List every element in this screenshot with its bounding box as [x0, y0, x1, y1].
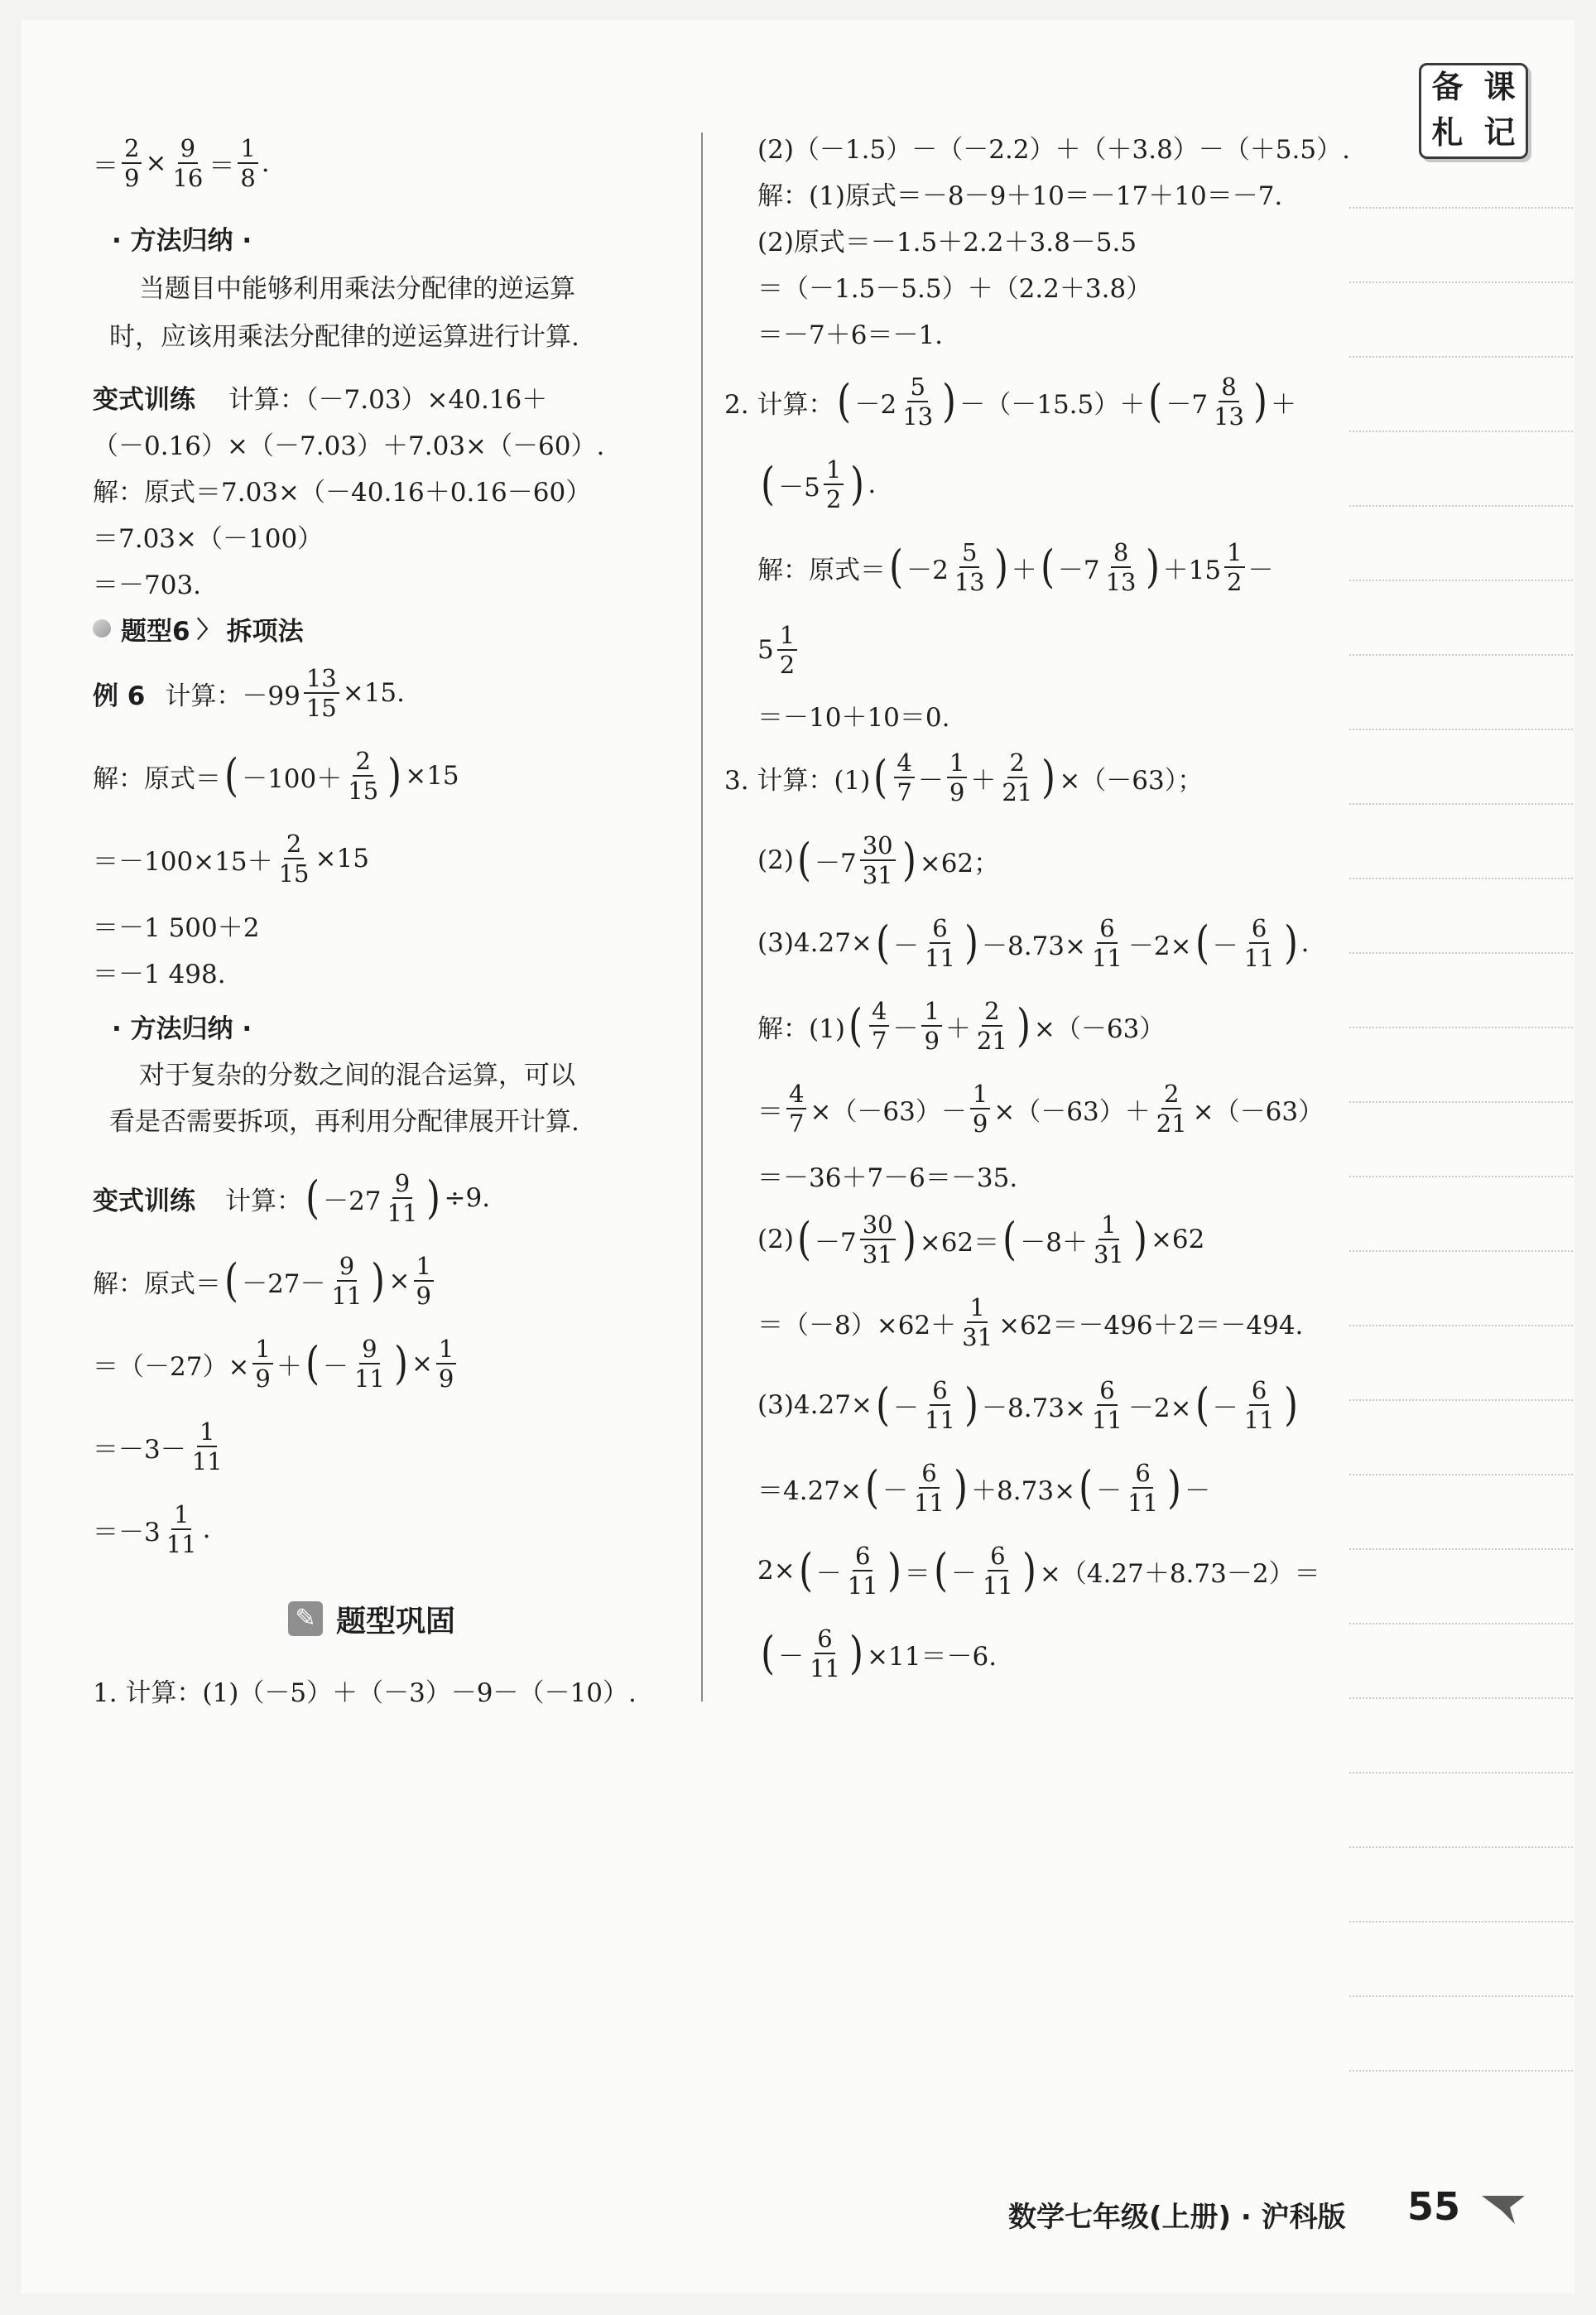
chevron-right-icon: 〉	[196, 616, 220, 643]
badge-char: 记	[1483, 114, 1516, 151]
solution-line: ＝－1 498.	[93, 959, 226, 989]
notes-badge	[1419, 63, 1528, 159]
problem-line: ( －5 1 2 ) .	[761, 455, 877, 513]
solution-line: ＝－7＋6＝－1.	[757, 320, 944, 350]
exercise-label: 变式训练	[93, 384, 195, 415]
problem-line: 3. 计算：(1) ( 4 7 － 1 9 ＋ 2 21 ) ×（－63）；	[724, 748, 1204, 806]
type-heading: 题型6 〉 拆项法	[93, 608, 304, 649]
solution-line: ＝（－27）× $\frac{1}{9}$ ＋ ( － 9 11 ) × $\frac{1}{9}$	[93, 1333, 459, 1394]
pen-icon: ✎	[288, 1601, 323, 1636]
solution-line: 解：原式＝ ( －100＋ 2 15 ) ×15	[93, 747, 459, 805]
solution-line: 解：(1)原式＝－8－9＋10＝－17＋10＝－7.	[757, 180, 1283, 211]
exercise-question: 变式训练 计算：（－7.03）×40.16＋	[93, 376, 547, 417]
problem-line: 2. 计算： ( －2 5 13 ) －（－15.5）＋ ( －7 8 13 ) ＋	[724, 373, 1297, 431]
solution-line: 解：原式＝ ( －27－ 9 11 ) × $\frac{1}{9}$	[93, 1250, 437, 1312]
method-text: 当题目中能够利用乘法分配律的逆运算	[139, 273, 575, 304]
solution-line: ＝－36＋7－6＝－35.	[757, 1162, 1018, 1193]
solution-line: ＝－3－ 1 11	[93, 1417, 223, 1475]
solution-line: (2) ( －7 30 31 ) ×62＝ ( －8＋ 1 31 ) ×62	[757, 1210, 1205, 1268]
type-icon	[93, 619, 111, 638]
book-title: 数学七年级(上册) · 沪科版	[1008, 2201, 1346, 2234]
method-title: · 方法归纳 ·	[112, 225, 252, 256]
exercise-question: （－0.16）×（－7.03）＋7.03×（－60）.	[93, 431, 605, 461]
fraction: $\frac{2}{9}$	[122, 134, 142, 192]
method-text: 时，应该用乘法分配律的逆运算进行计算.	[109, 321, 579, 352]
solution-line: ＝ $\frac{4}{7}$ ×（－63）－ $\frac{1}{9}$ ×（－63）＋ $\frac{2}{21}$ ×（－63）	[757, 1080, 1324, 1138]
solution-line: 解：原式＝7.03×（－40.16＋0.16－60）	[93, 477, 592, 508]
solution-line: ＝（－1.5－5.5）＋（2.2＋3.8）	[757, 273, 1152, 304]
method-text: 对于复杂的分数之间的混合运算，可以	[139, 1060, 575, 1090]
problem-line: 1. 计算：(1)（－5）＋（－3）－9－（－10）.	[93, 1677, 637, 1708]
fraction: $\frac{9}{16}$	[172, 134, 204, 192]
notes-lines	[1349, 207, 1573, 2111]
solution-line: 解：(1) ( 4 7 － 1 9 ＋ 2 21 ) ×（－63）	[757, 997, 1166, 1055]
solution-line: ＝7.03×（－100）	[93, 523, 324, 554]
solution-line: ( － 6 11 ) ×11＝－6.	[761, 1624, 997, 1682]
solution-line: ＝－100×15＋ $\frac{2}{15}$ ×15	[93, 830, 369, 888]
solution-line: ＝－703.	[93, 570, 202, 600]
problem-line: (2)（－1.5）－（－2.2）＋（＋3.8）－（＋5.5）.	[757, 134, 1350, 165]
solution-line: (3)4.27× ( － 6 11 ) －8.73× $\frac{6}{11}$ －2× ( － 6 11 )	[757, 1376, 1298, 1434]
example-question: 例 6 计算：－99 $\frac{13}{15}$ ×15.	[93, 664, 406, 722]
method-title: · 方法归纳 ·	[112, 1013, 252, 1044]
solution-line: ＝－3 1 11 .	[93, 1500, 211, 1558]
method-text: 看是否需要拆项，再利用分配律展开计算.	[109, 1106, 579, 1137]
exercise-label: 变式训练	[93, 1186, 195, 1216]
solution-line: ＝－1 500＋2	[93, 912, 260, 943]
page-corner-icon	[1478, 2186, 1528, 2227]
fraction: 1 8	[238, 134, 257, 192]
solution-line: ＝－10＋10＝0.	[757, 702, 950, 733]
solution-line: (2)原式＝－1.5＋2.2＋3.8－5.5	[757, 227, 1137, 257]
solution-line: 2× ( － 6 11 ) ＝ ( － 6 11 ) ×（4.27＋8.73－2）＝	[757, 1542, 1320, 1600]
badge-char: 札	[1431, 114, 1464, 151]
column-divider	[701, 132, 703, 1701]
expr-line: ＝ $\frac{2}{9}$ × $\frac{9}{16}$ ＝ 1 8 .	[93, 134, 270, 192]
solution-line: 5 1 2	[757, 619, 800, 681]
solution-line: ＝（－8）×62＋ $\frac{1}{31}$ ×62＝－496＋2＝－494.	[757, 1293, 1304, 1351]
exercise-question: 变式训练 计算： ( －27 9 11 ) ÷9.	[93, 1169, 491, 1227]
problem-line: (2) ( －7 30 31 ) ×62；	[757, 831, 1000, 889]
solution-line: ＝4.27× ( － 6 11 ) ＋8.73× ( － 6 11 ) －	[757, 1459, 1211, 1517]
badge-char: 备	[1431, 69, 1464, 105]
badge-char: 课	[1483, 69, 1516, 105]
problem-line: (3)4.27× ( － 6 11 ) －8.73× $\frac{6}{11}$ －2× ( － 6 11 ) .	[757, 914, 1310, 972]
solution-line: 解：原式＝ ( －2 5 13 ) ＋ ( －7 8 13 ) ＋15 1 2 －	[757, 538, 1274, 596]
section-heading: ✎ 题型巩固	[288, 1588, 455, 1649]
page-number: 55	[1407, 2184, 1461, 2229]
